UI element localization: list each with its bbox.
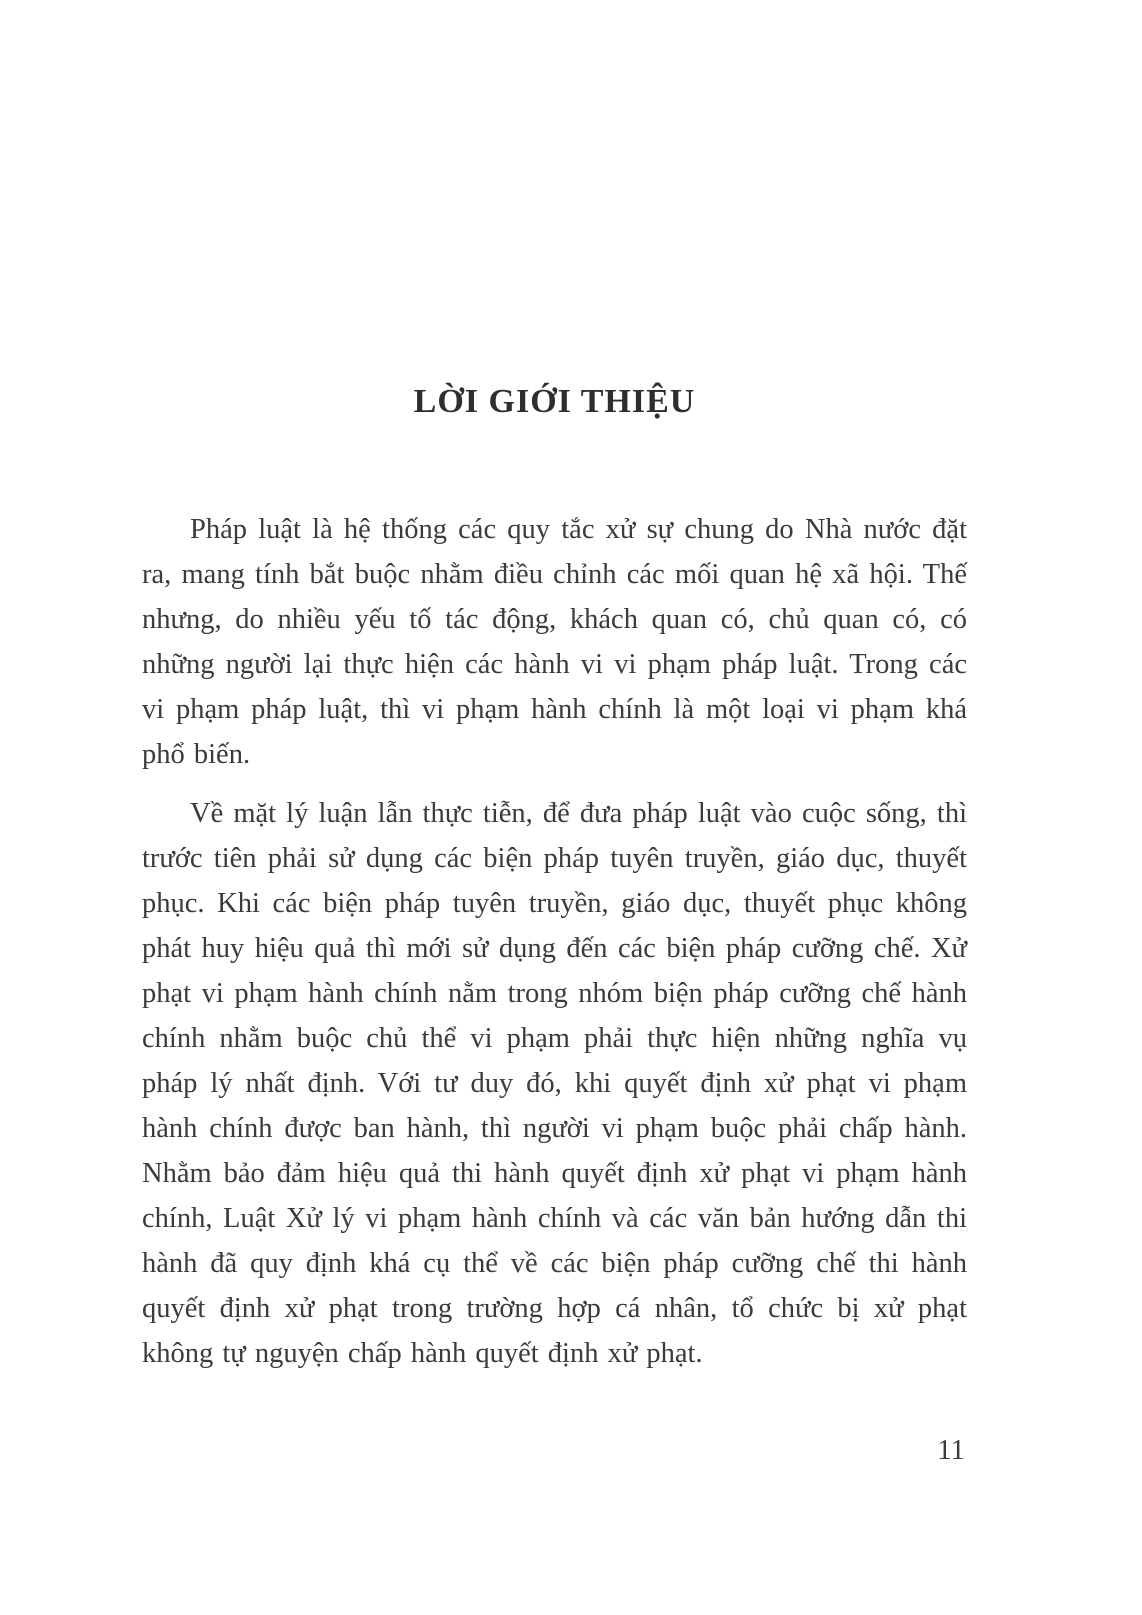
page-number: 11 <box>937 1434 965 1466</box>
page-title: LỜI GIỚI THIỆU <box>413 383 696 420</box>
paragraph: Về mặt lý luận lẫn thực tiễn, để đưa pháp luật vào cuộc sống, thì trước tiên phải sử dụng các biện pháp tuyên truyền, giáo dục, thuyết phục. Khi các biện pháp tuyên truyền, giáo dục, thuyết phục không phát huy hiệu quả thì mới sử dụng đến các biện pháp cưỡng chế. Xử phạt vi phạm hành chính nằm trong nhóm biện pháp cưỡng chế hành chính nhằm buộc chủ thể vi phạm phải thực hiện những nghĩa vụ pháp lý nhất định. Với tư duy đó, khi quyết định xử phạt vi phạm hành chính được ban hành, thì người vi phạm buộc phải chấp hành. Nhằm bảo đảm hiệu quả thi hành quyết định xử phạt vi phạm hành chính, Luật Xử lý vi phạm hành chính và các văn bản hướng dẫn thi hành đã quy định khá cụ thể về các biện pháp cưỡng chế thi hành quyết định xử phạt trong trường hợp cá nhân, tổ chức bị xử phạt không tự nguyện chấp hành quyết định xử phạt. <box>142 798 967 1369</box>
paragraph: Pháp luật là hệ thống các quy tắc xử sự chung do Nhà nước đặt ra, mang tính bắt buộc nhằm điều chỉnh các mối quan hệ xã hội. Thế nhưng, do nhiều yếu tố tác động, khách quan có, chủ quan có, có những người lại thực hiện các hành vi vi phạm pháp luật. Trong các vi phạm pháp luật, thì vi phạm hành chính là một loại vi phạm khá phổ biến. <box>142 514 967 770</box>
